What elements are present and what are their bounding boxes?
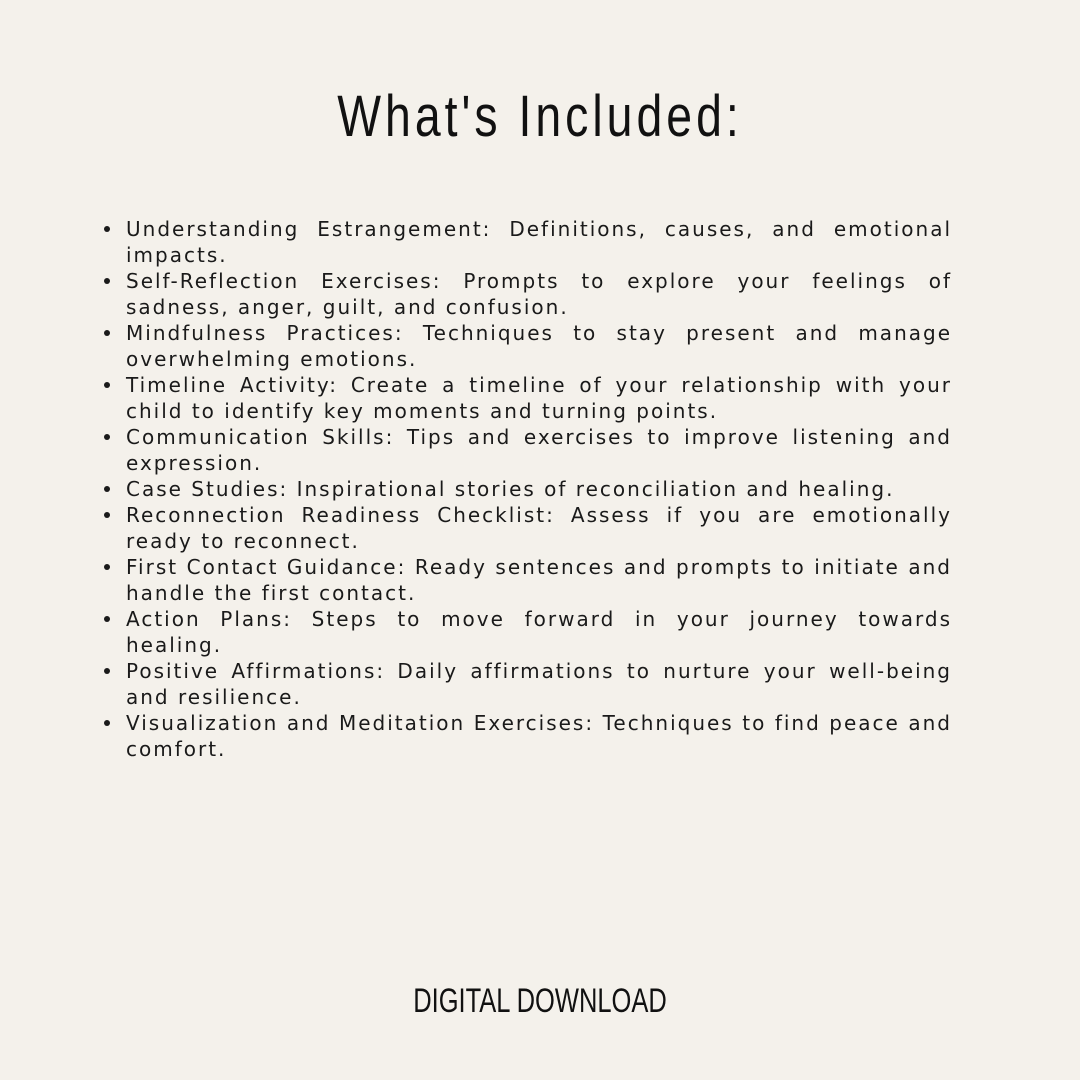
list-item-text: Self-Reflection Exercises: Prompts to explore your feelings of sadness, anger, guilt, and confusion. [126,269,952,319]
list-item [126,554,952,606]
list-item [126,268,952,320]
bullet-icon [104,226,110,232]
bullet-icon [104,616,110,622]
bullet-icon [104,720,110,726]
page-title: What's Included: [337,84,743,149]
bullet-icon [104,382,110,388]
list-item-text: Case Studies: Inspirational stories of reconciliation and healing. [126,477,895,501]
list-item-text: Communication Skills: Tips and exercises to improve listening and expression. [126,425,952,475]
list-item [126,476,952,502]
list-item [126,372,952,424]
list-item-text: Action Plans: Steps to move forward in your journey towards healing. [126,607,952,657]
bullet-icon [104,434,110,440]
list-item [126,320,952,372]
list-item-text: Understanding Estrangement: Definitions, causes, and emotional impacts. [126,217,952,267]
bullet-icon [104,668,110,674]
list-item [126,216,952,268]
list-item-text: Positive Affirmations: Daily affirmations to nurture your well-being and resilience. [126,659,952,709]
bullet-icon [104,330,110,336]
list-item-text: Mindfulness Practices: Techniques to stay present and manage overwhelming emotions. [126,321,952,371]
list-item [126,710,952,762]
bullet-icon [104,512,110,518]
list-item-text: First Contact Guidance: Ready sentences and prompts to initiate and handle the first contact. [126,555,952,605]
bullet-icon [104,486,110,492]
included-list [126,216,952,762]
digital-download-label: DIGITAL DOWNLOAD [413,982,667,1020]
list-item-text: Reconnection Readiness Checklist: Assess if you are emotionally ready to reconnect. [126,503,952,553]
list-item [126,424,952,476]
list-item [126,502,952,554]
bullet-icon [104,278,110,284]
list-item-text: Visualization and Meditation Exercises: Techniques to find peace and comfort. [126,711,952,761]
list-item [126,658,952,710]
list-item [126,606,952,658]
bullet-icon [104,564,110,570]
list-item-text: Timeline Activity: Create a timeline of your relationship with your child to identify key moments and turning points. [126,373,952,423]
